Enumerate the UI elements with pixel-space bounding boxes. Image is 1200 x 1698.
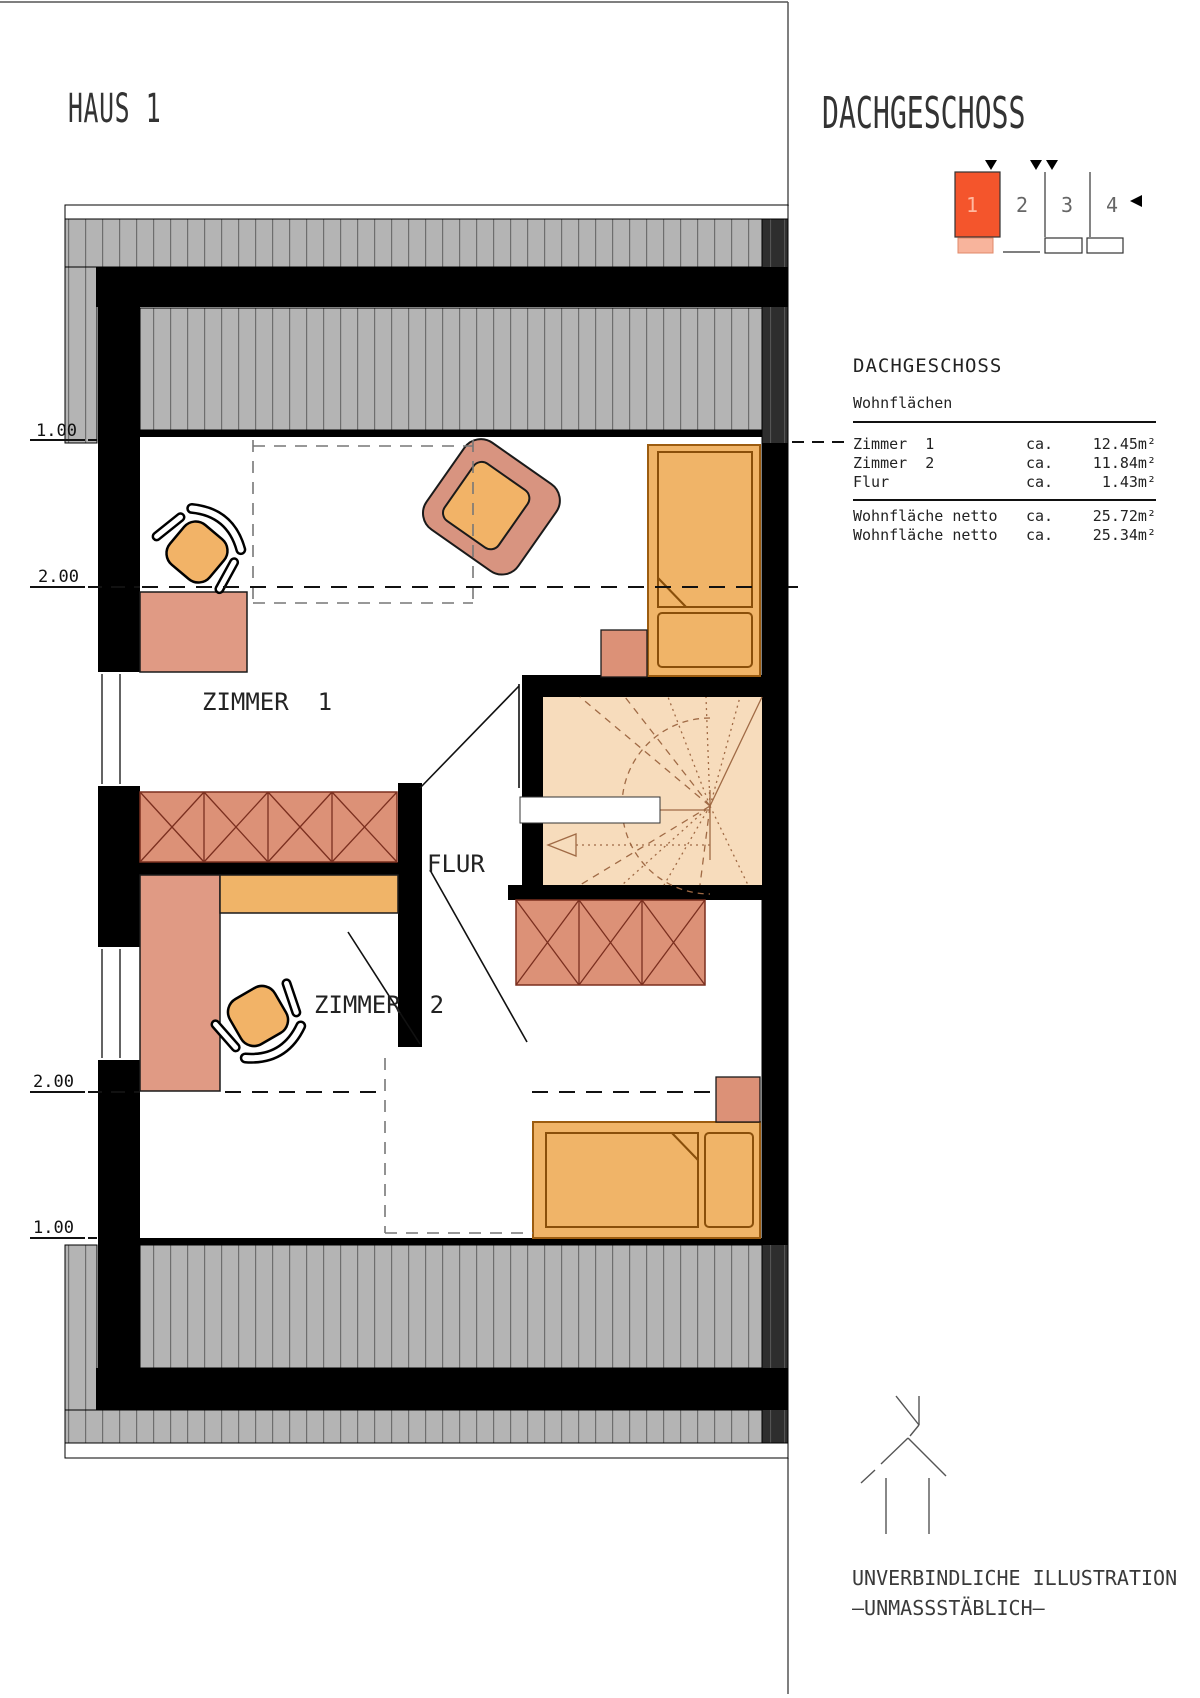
bed-zimmer2 [533, 1122, 760, 1238]
row-label: Zimmer 1 [853, 435, 935, 453]
row-ca: ca. [1026, 473, 1054, 491]
desk-chair-zimmer1 [149, 494, 255, 598]
height-dim-top-2m: 2.00 [38, 567, 79, 587]
table-rule [853, 499, 1156, 501]
marker-down-icon [1030, 160, 1042, 170]
height-dim-bottom-2m: 2.00 [33, 1072, 74, 1092]
marker-left-icon [1130, 195, 1142, 207]
table-total-row [853, 526, 1156, 545]
window-left-lower [102, 949, 120, 1058]
keyplan-unit-4-number: 4 [1105, 193, 1119, 217]
marker-down-icon [985, 160, 997, 170]
desk-zimmer2 [140, 875, 220, 1091]
desk-chair-zimmer2 [209, 973, 314, 1072]
door-zimmer1 [420, 684, 519, 788]
row-value: 25.72m² [1092, 507, 1156, 525]
dormer-outline-zimmer2 [385, 1058, 533, 1233]
armchair-zimmer1 [415, 431, 568, 582]
row-ca: ca. [1026, 507, 1054, 525]
stair-handrail-gap [520, 797, 660, 823]
row-label: Wohnfläche netto [853, 526, 998, 544]
room-label-zimmer2: ZIMMER 2 [314, 991, 445, 1019]
area-table-heading: DACHGESCHOSS [853, 355, 1003, 377]
keyplan-unit-1-garage [958, 238, 993, 253]
disclaimer-line1: UNVERBINDLICHE ILLUSTRATION [852, 1566, 1178, 1590]
keyplan-unit-1-number: 1 [965, 193, 979, 217]
keyplan-unit-4-garage [1087, 238, 1123, 253]
room-label-flur: FLUR [427, 850, 485, 878]
keyplan-unit-2-number: 2 [1015, 193, 1029, 217]
keyplan-unit-3-number: 3 [1060, 193, 1074, 217]
staircase [520, 697, 762, 894]
window-left-upper [102, 674, 120, 784]
sheet-title-house: HAUS 1 [68, 86, 162, 132]
row-ca: ca. [1026, 526, 1054, 544]
row-value: 25.34m² [1092, 526, 1156, 544]
height-dim-bottom-1m: 1.00 [33, 1218, 74, 1238]
height-dim-top-1m: 1.00 [36, 421, 77, 441]
desk-zimmer1 [140, 592, 247, 672]
row-value: 12.45m² [1092, 435, 1156, 453]
table-row [853, 454, 1156, 473]
stair-top-wall [522, 675, 762, 697]
table-total-row [853, 507, 1156, 526]
nightstand-zimmer1 [601, 630, 647, 677]
wardrobe-zimmer2 [516, 900, 705, 985]
wardrobe-zimmer1 [140, 792, 397, 862]
stair-left-wall [522, 675, 543, 887]
row-label: Wohnfläche netto [853, 507, 998, 525]
row-label: Flur [853, 473, 890, 491]
row-ca: ca. [1026, 435, 1054, 453]
house-sketch-icon [861, 1396, 946, 1534]
table-row [853, 473, 1156, 492]
keyplan-unit-3-garage [1045, 238, 1082, 253]
marker-down-icon [1046, 160, 1058, 170]
bed-zimmer1 [648, 445, 760, 676]
sideboard-zimmer2 [220, 875, 398, 913]
row-label: Zimmer 2 [853, 454, 935, 472]
keyplan [955, 160, 1142, 253]
stair-bottom-wall [508, 885, 762, 900]
row-ca: ca. [1026, 454, 1054, 472]
partition-zimmer1-zimmer2 [140, 862, 398, 875]
row-value: 1.43m² [1101, 473, 1156, 491]
sheet-title-floor: DACHGESCHOSS [822, 88, 1026, 139]
table-row [853, 435, 1156, 454]
nightstand-zimmer2 [716, 1077, 760, 1122]
area-table-subheading: Wohnflächen [853, 394, 953, 412]
room-label-zimmer1: ZIMMER 1 [202, 688, 333, 716]
disclaimer-line2: –UNMASSSTÄBLICH– [852, 1596, 1045, 1620]
table-rule [853, 421, 1156, 423]
row-value: 11.84m² [1092, 454, 1156, 472]
